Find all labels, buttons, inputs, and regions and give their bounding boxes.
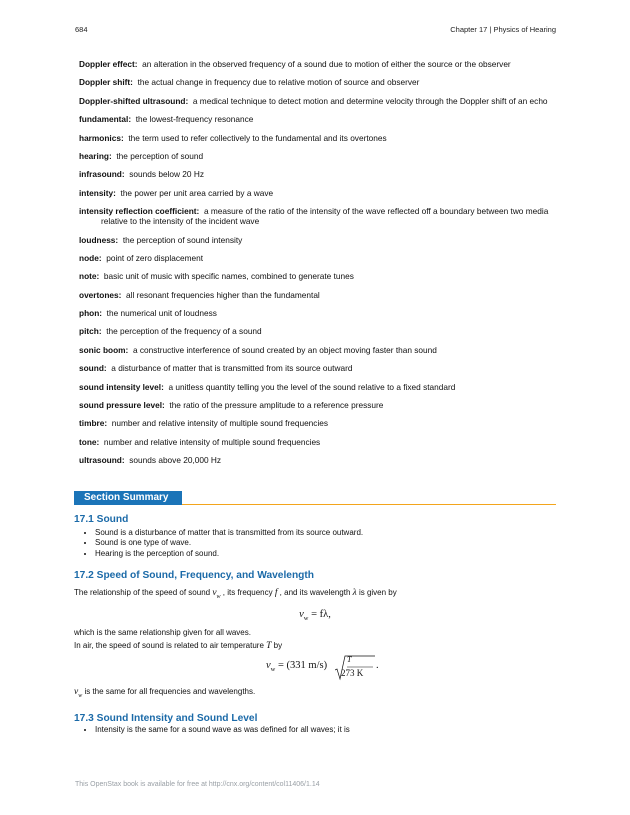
page-number: 684 xyxy=(75,25,88,34)
glossary-entry xyxy=(79,400,549,410)
glossary-entry xyxy=(79,253,549,263)
glossary-definition: sounds above 20,000 Hz xyxy=(129,455,222,466)
list-item: • Sound is a disturbance of matter that is transmitted from its source outward. xyxy=(95,528,556,538)
glossary-entry xyxy=(79,206,549,226)
glossary-term: Doppler-shifted ultrasound: xyxy=(79,95,189,106)
glossary-definition: the term used to refer collectively to the fundamental and its overtones xyxy=(128,132,387,143)
glossary-term: phon: xyxy=(79,308,103,319)
text: The relationship of the speed of sound xyxy=(74,588,213,597)
glossary-entry xyxy=(79,326,549,336)
page-footer: This OpenStax book is available for free at http://cnx.org/content/col11406/1.14 xyxy=(75,781,320,788)
paragraph xyxy=(74,687,556,701)
glossary-definition: a disturbance of matter that is transmitted from its source outward xyxy=(111,363,353,374)
glossary-term: tone: xyxy=(79,436,100,447)
glossary-definition: a constructive interference of sound created by an object moving faster than sound xyxy=(132,344,437,355)
summary-section-17-1 xyxy=(74,514,556,559)
equation-1: $v_w = f\lambda$, xyxy=(299,609,331,623)
text: . xyxy=(376,660,379,672)
math-symbol: T xyxy=(266,640,272,651)
section-summary-label: Section Summary xyxy=(84,492,169,503)
glossary-entry xyxy=(79,382,549,392)
glossary-entry xyxy=(79,271,549,281)
glossary-definition: the numerical unit of loudness xyxy=(106,308,217,319)
glossary-entry xyxy=(79,114,549,124)
glossary-definition: the actual change in frequency due to relative motion of source and observer xyxy=(137,77,420,88)
bullet-list xyxy=(74,528,556,559)
glossary-definition: basic unit of music with specific names, combined to generate tunes xyxy=(103,271,354,282)
glossary-entry xyxy=(79,308,549,318)
glossary-entry xyxy=(79,437,549,447)
glossary-entry xyxy=(79,77,549,87)
page-header xyxy=(75,25,556,37)
glossary-term: sound pressure level: xyxy=(79,400,165,411)
text: , and its wavelength xyxy=(277,588,353,597)
glossary-term: node: xyxy=(79,252,102,263)
glossary-term: overtones: xyxy=(79,289,122,300)
glossary-term: Doppler shift: xyxy=(79,77,133,88)
glossary-definition: all resonant frequencies higher than the fundamental xyxy=(126,289,320,300)
glossary-term: ultrasound: xyxy=(79,455,125,466)
glossary-list xyxy=(79,59,549,474)
glossary-definition: the power per unit area carried by a wave xyxy=(120,187,274,198)
chapter-number: Chapter 17 xyxy=(450,25,488,34)
section-heading: 17.2 Speed of Sound, Frequency, and Wavelength xyxy=(74,570,315,581)
glossary-definition: the lowest-frequency resonance xyxy=(135,114,254,125)
text: , its frequency xyxy=(220,588,275,597)
glossary-entry xyxy=(79,169,549,179)
glossary-definition: a unitless quantity telling you the level of the sound relative to a fixed standard xyxy=(168,381,456,392)
glossary-term: sound intensity level: xyxy=(79,381,164,392)
list-item: • Hearing is the perception of sound. xyxy=(95,549,556,559)
text: by xyxy=(271,640,283,650)
glossary-term: harmonics: xyxy=(79,132,124,143)
chapter-title: Physics of Hearing xyxy=(493,25,556,34)
glossary-term: pitch: xyxy=(79,326,102,337)
glossary-entry xyxy=(79,133,549,143)
glossary-entry xyxy=(79,345,549,355)
glossary-entry xyxy=(79,290,549,300)
glossary-entry xyxy=(79,151,549,161)
glossary-entry xyxy=(79,188,549,198)
glossary-definition: the ratio of the pressure amplitude to a reference pressure xyxy=(169,400,384,411)
running-head xyxy=(450,25,556,34)
glossary-term: intensity: xyxy=(79,187,116,198)
text: is the same for all frequencies and wavelengths. xyxy=(82,687,256,697)
glossary-entry xyxy=(79,363,549,373)
fraction-numerator: T xyxy=(347,655,352,665)
glossary-definition: an alteration in the observed frequency of a sound due to motion of either the source or the observer xyxy=(142,59,511,69)
glossary-entry xyxy=(79,455,549,465)
section-heading: 17.1 Sound xyxy=(74,514,129,525)
glossary-term: note: xyxy=(79,271,100,282)
section-summary-label-box xyxy=(74,491,182,505)
math-symbol: $v_w$ xyxy=(74,687,83,700)
summary-section-17-3 xyxy=(74,713,556,735)
glossary-definition: a measure of the ratio of the intensity of the wave reflected off a boundary between two media relative to the intensity of the incident wave xyxy=(101,206,549,227)
glossary-term: loudness: xyxy=(79,234,119,245)
glossary-entry xyxy=(79,59,549,69)
equation-2: $v_w = (331$ m/s) T 273 K . xyxy=(74,655,556,681)
glossary-definition: point of zero displacement xyxy=(106,252,204,263)
math-symbol: $v_w$ xyxy=(212,588,221,600)
glossary-definition: the perception of sound intensity xyxy=(122,234,243,245)
paragraph xyxy=(74,641,556,652)
glossary-term: sound: xyxy=(79,363,107,374)
glossary-entry xyxy=(79,418,549,428)
glossary-term: fundamental: xyxy=(79,114,132,125)
glossary-definition: the perception of sound xyxy=(116,150,204,161)
paragraph xyxy=(74,588,556,602)
glossary-term: sonic boom: xyxy=(79,344,129,355)
glossary-term: intensity reflection coefficient: xyxy=(79,206,200,217)
glossary-definition: sounds below 20 Hz xyxy=(129,169,204,180)
glossary-definition: number and relative intensity of multiple sound frequencies xyxy=(111,418,329,429)
list-item: • Sound is one type of wave. xyxy=(95,538,556,548)
fraction-denominator: 273 K xyxy=(341,668,364,679)
glossary-definition: a medical technique to detect motion and determine velocity through the Doppler shift of an echo xyxy=(192,95,548,106)
glossary-term: timbre: xyxy=(79,418,108,429)
section-summary-banner xyxy=(74,491,556,505)
text: In air, the speed of sound is related to air temperature xyxy=(74,640,267,650)
glossary-term: infrasound: xyxy=(79,169,125,180)
glossary-entry xyxy=(79,235,549,245)
section-heading: 17.3 Sound Intensity and Sound Level xyxy=(74,713,258,724)
text: is given by xyxy=(356,588,397,597)
glossary-entry xyxy=(79,96,549,106)
paragraph: which is the same relationship given for all waves. xyxy=(74,628,251,638)
glossary-term: hearing: xyxy=(79,150,112,161)
bullet-list xyxy=(74,725,556,735)
list-item: • Intensity is the same for a sound wave as was defined for all waves; it is xyxy=(95,725,556,735)
glossary-definition: the perception of the frequency of a sound xyxy=(106,326,262,337)
summary-section-17-2 xyxy=(74,570,556,702)
glossary-term: Doppler effect: xyxy=(79,59,138,69)
math-symbol: f xyxy=(274,588,278,598)
glossary-definition: number and relative intensity of multiple sound frequencies xyxy=(103,436,321,447)
chapter-separator: | xyxy=(487,25,494,34)
section-summary-rule xyxy=(182,504,556,506)
math-symbol: λ xyxy=(352,588,357,598)
